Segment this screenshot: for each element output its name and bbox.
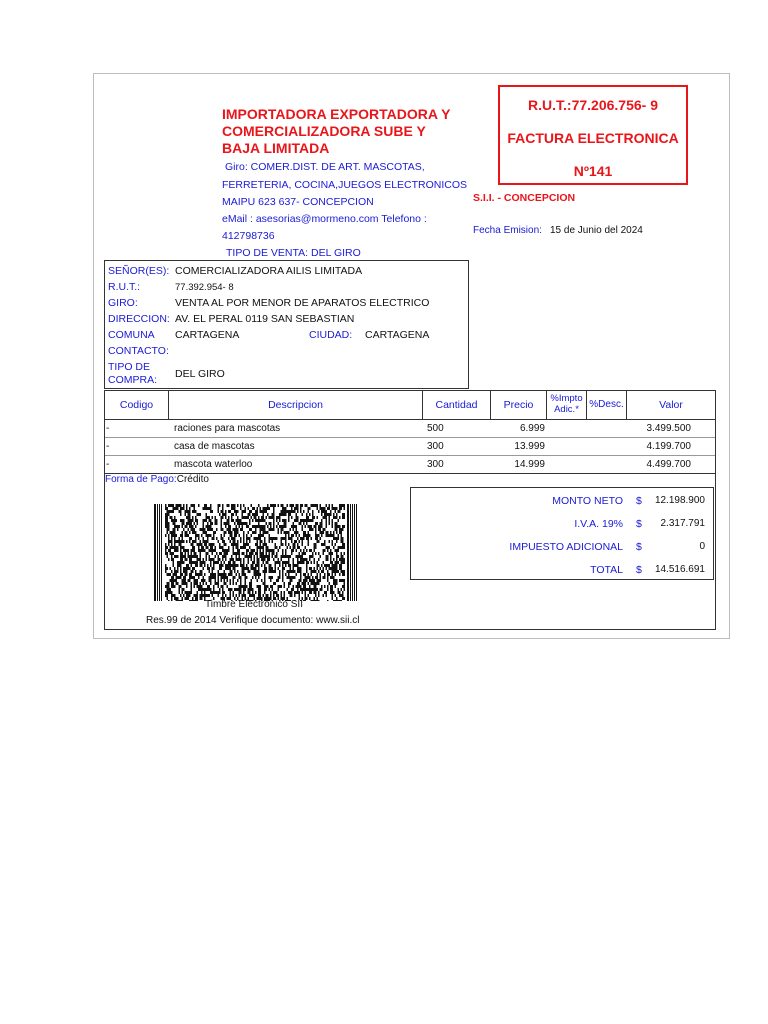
row-codigo: -	[106, 423, 110, 434]
emitter-address: MAIPU 623 637- CONCEPCION	[222, 196, 374, 208]
comuna-label: COMUNA	[108, 329, 155, 341]
row-cantidad: 500	[427, 423, 444, 434]
row-descripcion: raciones para mascotas	[174, 423, 281, 434]
stamp-caption: Timbre Electrónico SII	[205, 599, 303, 610]
header-divider	[105, 419, 715, 420]
document-type: FACTURA ELECTRONICA	[507, 130, 679, 146]
stamp-resolution: Res.99 de 2014 Verifique documento: www.sii.cl	[146, 615, 360, 626]
date-value: 15 de Junio del 2024	[550, 225, 643, 236]
comuna-value: CARTAGENA	[175, 329, 240, 341]
direccion-label: DIRECCION:	[108, 313, 170, 325]
iva-currency: $	[636, 518, 642, 530]
date-label: Fecha Emision:	[473, 225, 542, 236]
ciudad-label: CIUDAD:	[309, 329, 353, 341]
row-cantidad: 300	[427, 459, 444, 470]
totals-box	[410, 487, 714, 580]
header-impto-line2: Adic.*	[554, 404, 579, 415]
payment-label: Forma de Pago:	[105, 474, 177, 485]
senores-label: SEÑOR(ES):	[108, 265, 170, 277]
header-desc: %Desc.	[587, 391, 627, 419]
row-codigo: -	[106, 441, 110, 452]
neto-currency: $	[636, 495, 642, 507]
adicional-value: 0	[699, 541, 705, 552]
tipo-compra-value: DEL GIRO	[175, 368, 225, 380]
client-giro-value: VENTA AL POR MENOR DE APARATOS ELECTRICO	[175, 297, 430, 309]
client-rut-label: R.U.T.:	[108, 281, 141, 293]
client-box	[104, 260, 469, 389]
document-id-box	[498, 85, 688, 185]
row-precio: 13.999	[514, 441, 545, 452]
header-precio: Precio	[491, 391, 547, 419]
header-descripcion: Descripcion	[169, 391, 423, 419]
header-codigo: Codigo	[105, 391, 169, 419]
row-descripcion: mascota waterloo	[174, 459, 253, 470]
header-impto-adic	[547, 391, 587, 419]
row-valor: 4.499.700	[646, 459, 691, 470]
direccion-value: AV. EL PERAL 0119 SAN SEBASTIAN	[175, 313, 355, 325]
row-valor: 4.199.700	[646, 441, 691, 452]
total-currency: $	[636, 564, 642, 576]
payment-value: Crédito	[176, 474, 209, 485]
row-divider	[105, 455, 715, 456]
tipo-compra-label-2: COMPRA:	[108, 374, 158, 386]
emitter-giro-cont: FERRETERIA, COCINA,JUEGOS ELECTRONICOS	[222, 179, 468, 191]
emitter-name: IMPORTADORA EXPORTADORA Y COMERCIALIZADORA SUBE Y BAJA LIMITADA	[222, 106, 451, 156]
emitter-email: eMail : asesorias@mormeno.com Telefono :	[222, 213, 427, 225]
row-divider	[105, 437, 715, 438]
neto-label: MONTO NETO	[552, 495, 623, 507]
sii-office: S.I.I. - CONCEPCION	[473, 192, 576, 204]
neto-value: 12.198.900	[654, 495, 705, 506]
tipo-compra-label-1: TIPO DE	[108, 361, 151, 373]
row-codigo: -	[106, 459, 110, 470]
ciudad-value: CARTAGENA	[365, 329, 430, 341]
header-impto-line1: %Impto	[550, 393, 583, 404]
row-cantidad: 300	[427, 441, 444, 452]
emitter-giro: Giro: COMER.DIST. DE ART. MASCOTAS,	[225, 161, 425, 173]
row-descripcion: casa de mascotas	[174, 441, 255, 452]
client-rut-value: 77.392.954- 8	[175, 282, 234, 293]
adicional-label: IMPUESTO ADICIONAL	[509, 541, 623, 553]
contacto-label: CONTACTO:	[108, 345, 169, 357]
pdf417-barcode	[154, 504, 358, 601]
emitter-phone: 412798736	[222, 230, 275, 242]
invoice-sheet	[93, 73, 730, 639]
senores-value: COMERCIALIZADORA AILIS LIMITADA	[175, 265, 363, 277]
document-number: Nº141	[573, 163, 613, 179]
document-rut: R.U.T.:77.206.756- 9	[528, 97, 658, 113]
iva-value: 2.317.791	[660, 518, 705, 529]
client-giro-label: GIRO:	[108, 297, 138, 309]
total-label: TOTAL	[590, 564, 623, 576]
sale-type: TIPO DE VENTA: DEL GIRO	[226, 247, 361, 259]
payment-info	[105, 474, 209, 485]
iva-label: I.V.A. 19%	[574, 518, 623, 530]
header-valor: Valor	[659, 399, 683, 411]
row-precio: 14.999	[514, 459, 545, 470]
adicional-currency: $	[636, 541, 642, 553]
header-cantidad: Cantidad	[423, 391, 491, 419]
total-value: 14.516.691	[654, 564, 705, 575]
row-precio: 6.999	[519, 423, 545, 434]
row-valor: 3.499.500	[646, 423, 691, 434]
